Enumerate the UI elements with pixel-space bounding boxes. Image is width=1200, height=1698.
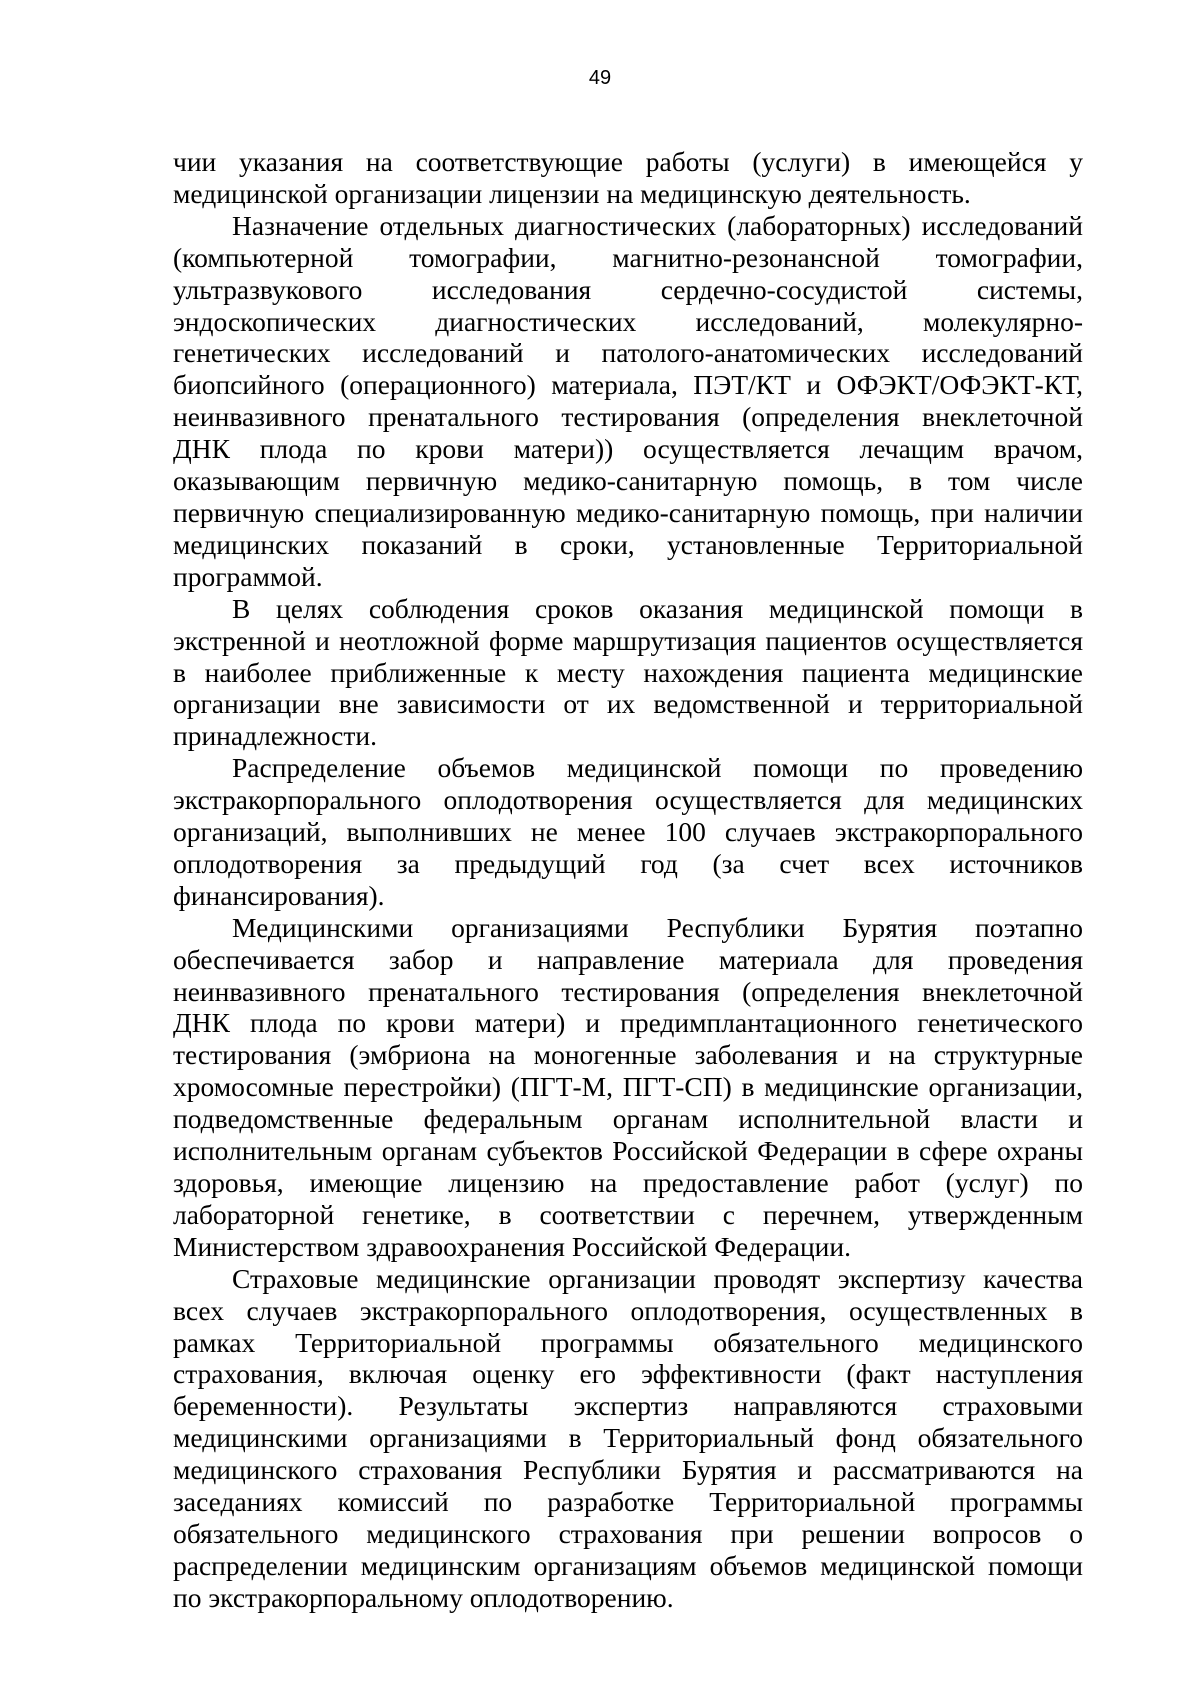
body-text	[173, 146, 1083, 1614]
paragraph-diagnostic-referral: Назначение отдельных диагностических (лабораторных) исследований (компьютерной томографии, магнитно-резонансной томографии, ультразвукового исследования сердечно-сосудистой системы, эндоскопических диагностических исследований, молекулярно-генетических исследований и патолого-анатомических исследований биопсийного (операционного) материала, ПЭТ/КТ и ОФЭКТ/ОФЭКТ-КТ, неинвазивного пренатального тестирования (определения внеклеточной ДНК плода по крови матери)) осуществляется лечащим врачом, оказывающим первичную медико-санитарную помощь, в том числе первичную специализированную медико-санитарную помощь, при наличии медицинских показаний в сроки, установленные Территориальной программой.	[173, 209, 1083, 592]
paragraph-continuation: чии указания на соответствующие работы (услуги) в имеющейся у медицинской организации лицензии на медицинскую деятельность.	[173, 146, 1083, 209]
page-number: 49	[588, 67, 612, 89]
paragraph-prenatal-testing: Медицинскими организациями Республики Бурятия поэтапно обеспечивается забор и направление материала для проведения неинвазивного пренатального тестирования (определения внеклеточной ДНК плода по крови матери) и предимплантационного генетического тестирования (эмбриона на моногенные заболевания и на структурные хромосомные перестройки) (ПГТ-М, ПГТ-СП) в медицинские организации, подведомственные федеральным органам исполнительной власти и исполнительным органам субъектов Российской Федерации в сфере охраны здоровья, имеющие лицензию на предоставление работ (услуг) по лабораторной генетике, в соответствии с перечнем, утвержденным Министерством здравоохранения Российской Федерации.	[173, 911, 1083, 1262]
paragraph-ivf-volumes: Распределение объемов медицинской помощи по проведению экстракорпорального оплодотворения осуществляется для медицинских организаций, выполнивших не менее 100 случаев экстракорпорального оплодотворения за предыдущий год (за счет всех источников финансирования).	[173, 752, 1083, 911]
paragraph-routing: В целях соблюдения сроков оказания медицинской помощи в экстренной и неотложной форме маршрутизация пациентов осуществляется в наиболее приближенные к месту нахождения пациента медицинские организации вне зависимости от их ведомственной и территориальной принадлежности.	[173, 592, 1083, 752]
paragraph-insurance-expertise: Страховые медицинские организации проводят экспертизу качества всех случаев экстракорпорального оплодотворения, осуществленных в рамках Территориальной программы обязательного медицинского страхования, включая оценку его эффективности (факт наступления беременности). Результаты экспертиз направляются страховыми медицинскими организациями в Территориальный фонд обязательного медицинского страхования Республики Бурятия и рассматриваются на заседаниях комиссий по разработке Территориальной программы обязательного медицинского страхования при решении вопросов о распределении медицинским организациям объемов медицинской помощи по экстракорпоральному оплодотворению.	[173, 1262, 1083, 1613]
